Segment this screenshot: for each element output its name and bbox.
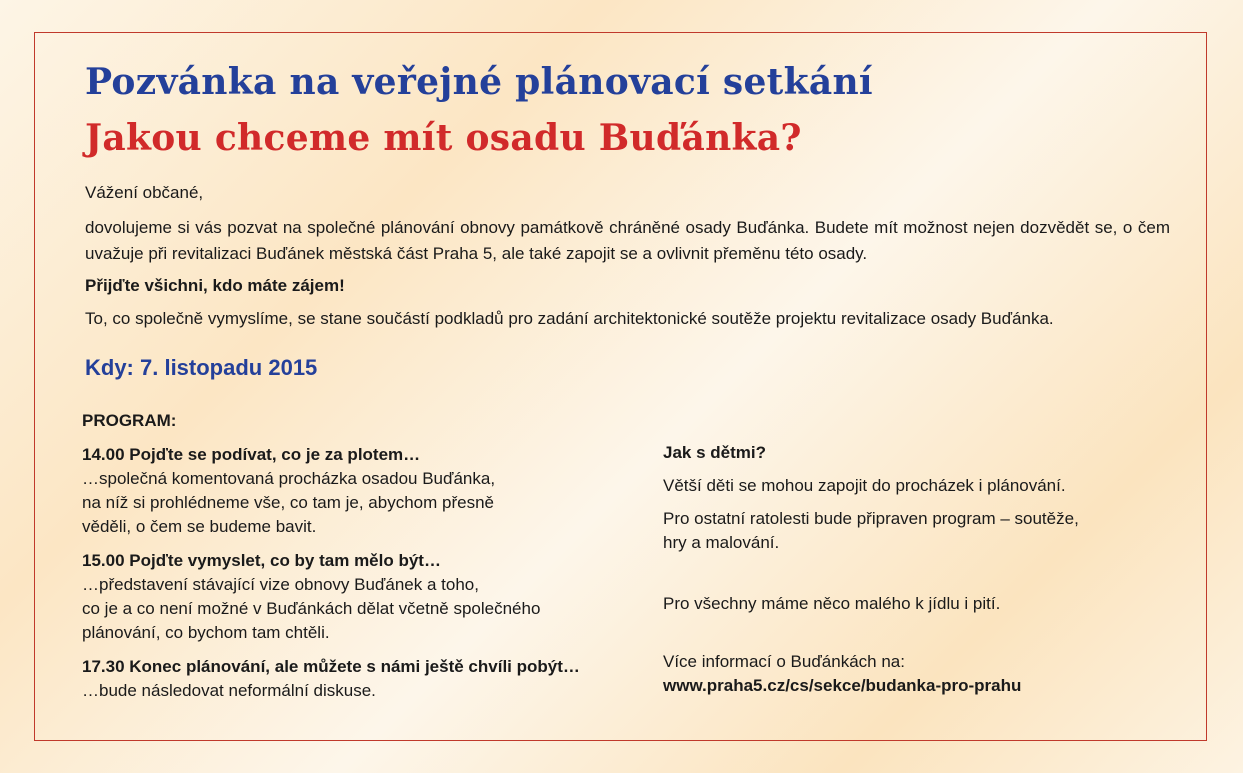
program-item-line: …bude následovat neformální diskuse. <box>82 681 376 700</box>
food-note: Pro všechny máme něco malého k jídlu i pití. <box>663 594 1001 613</box>
greeting: Vážení občané, <box>85 183 204 202</box>
page-subtitle: Jakou chceme mít osadu Buďánka? <box>85 117 802 159</box>
kids-heading: Jak s dětmi? <box>663 443 766 462</box>
call-to-action: Přijďte všichni, kdo máte zájem! <box>85 276 345 295</box>
program-item-line: plánování, co bychom tam chtěli. <box>82 623 330 642</box>
program-item-line: …společná komentovaná procházka osadou Buďánka, <box>82 469 496 488</box>
kids-line: Pro ostatní ratolesti bude připraven program – soutěže, <box>663 509 1079 528</box>
more-info-label: Více informací o Buďánkách na: <box>663 652 905 671</box>
info-column <box>663 441 1079 698</box>
program-item-line: co je a co není možné v Buďánkách dělat včetně společného <box>82 599 541 618</box>
kids-line: Větší děti se mohou zapojit do procházek i plánování. <box>663 476 1066 495</box>
program-item <box>82 655 580 703</box>
result-note: To, co společně vymyslíme, se stane součástí podkladů pro zadání architektonické soutěže projektu revitalizace osady Buďánka. <box>85 309 1054 328</box>
more-info-link[interactable]: www.praha5.cz/cs/sekce/budanka-pro-prahu <box>663 676 1022 695</box>
program-heading: PROGRAM: <box>82 411 177 430</box>
kids-line: hry a malování. <box>663 533 780 552</box>
program-column <box>82 409 580 703</box>
page-title: Pozvánka na veřejné plánovací setkání <box>85 61 873 103</box>
program-item-heading: 15.00 Pojďte vymyslet, co by tam mělo být… <box>82 551 441 570</box>
program-item-heading: 14.00 Pojďte se podívat, co je za plotem… <box>82 445 421 464</box>
invitation-frame <box>34 32 1207 741</box>
program-item-heading: 17.30 Konec plánování, ale můžete s námi ještě chvíli pobýt… <box>82 657 580 676</box>
program-item <box>82 549 580 645</box>
program-item <box>82 443 580 539</box>
intro-paragraph: dovolujeme si vás pozvat na společné plánování obnovy památkově chráněné osady Buďánka. Budete mít možnost nejen dozvědět se, o čem uvažuje při revitalizaci Buďánek městská část Praha 5, ale také zapojit se a ovlivnit přeměnu této osady. <box>85 218 1170 263</box>
program-item-line: na níž si prohlédneme vše, co tam je, abychom přesně <box>82 493 494 512</box>
event-date: Kdy: 7. listopadu 2015 <box>85 355 318 380</box>
program-item-line: věděli, o čem se budeme bavit. <box>82 517 317 536</box>
program-item-line: …představení stávající vize obnovy Buďánek a toho, <box>82 575 479 594</box>
